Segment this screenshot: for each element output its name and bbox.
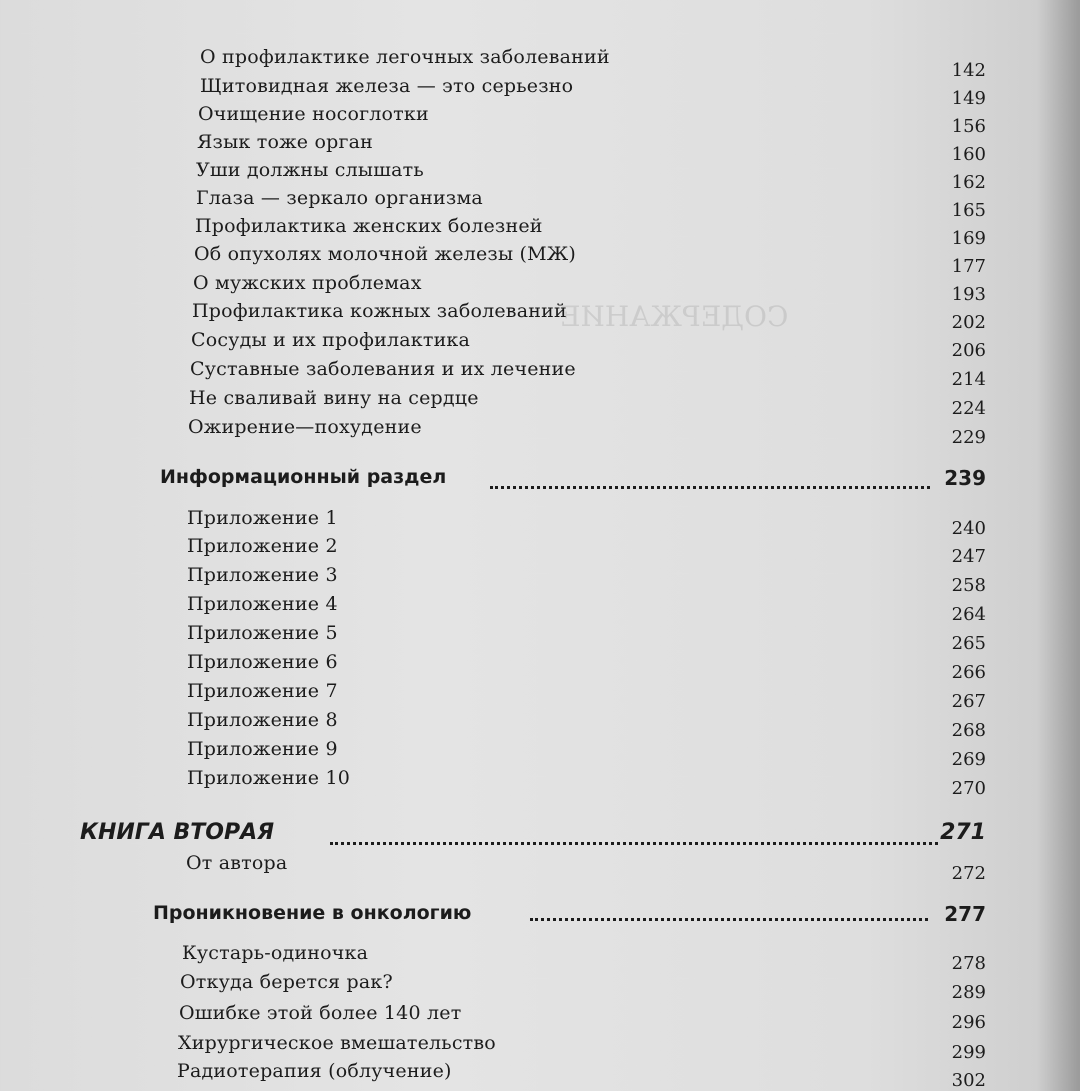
toc-entry bbox=[0, 738, 1080, 768]
toc-entry-page: 224 bbox=[951, 398, 986, 419]
toc-entry bbox=[0, 622, 1080, 652]
toc-entry-page: 162 bbox=[951, 172, 986, 193]
toc-entry-page: 270 bbox=[951, 778, 986, 799]
toc-entry bbox=[0, 243, 1080, 277]
toc-entry-page: 206 bbox=[951, 340, 986, 361]
toc-entry-page: 142 bbox=[951, 60, 986, 81]
bleed-through-text: СОДЕРЖАНИЕ bbox=[560, 300, 789, 333]
toc-entry-title: Ожирение—похудение bbox=[188, 416, 422, 438]
toc-entry bbox=[0, 535, 1080, 565]
toc-entry-page: 296 bbox=[951, 1012, 986, 1033]
toc-entry-page: 266 bbox=[951, 662, 986, 683]
toc-entry bbox=[0, 507, 1080, 537]
section-title: Проникновение в онкологию bbox=[153, 902, 472, 924]
toc-entry bbox=[0, 709, 1080, 739]
toc-entry-title: Уши должны слышать bbox=[196, 159, 424, 181]
toc-entry bbox=[0, 46, 1080, 81]
toc-entry bbox=[0, 971, 1080, 1001]
toc-entry bbox=[0, 767, 1080, 797]
toc-entry-title: Суставные заболевания и их лечение bbox=[190, 358, 576, 380]
toc-entry-title: Хирургическое вмешательство bbox=[178, 1032, 496, 1054]
toc-entry bbox=[0, 416, 1080, 446]
toc-entry bbox=[0, 358, 1080, 388]
toc-entry bbox=[0, 187, 1080, 221]
toc-entry bbox=[0, 215, 1080, 249]
toc-entry-title: Откуда берется рак? bbox=[180, 971, 393, 993]
toc-entry bbox=[0, 651, 1080, 681]
toc-entry bbox=[0, 103, 1080, 137]
toc-entry-page: 265 bbox=[951, 633, 986, 654]
toc-entry bbox=[0, 593, 1080, 623]
toc-entry-page: 160 bbox=[951, 144, 986, 165]
toc-entry-title: Приложение 5 bbox=[187, 622, 338, 644]
toc-entry bbox=[0, 159, 1080, 193]
toc-entry bbox=[0, 387, 1080, 417]
toc-entry-page: 177 bbox=[951, 256, 986, 277]
toc-entry-title: О мужских проблемах bbox=[193, 272, 422, 294]
toc-entry-page: 149 bbox=[951, 88, 986, 109]
toc-entry bbox=[0, 300, 1080, 333]
toc-entry-title: Глаза — зеркало организма bbox=[196, 187, 483, 209]
toc-entry-title: Сосуды и их профилактика bbox=[191, 329, 471, 351]
toc-entry-title: О профилактике легочных заболеваний bbox=[200, 46, 610, 68]
toc-entry-page: 240 bbox=[951, 518, 986, 539]
toc-entry-title: Не сваливай вину на сердце bbox=[189, 387, 479, 409]
section-title: Информационный раздел bbox=[160, 466, 447, 488]
toc-entry-title: От автора bbox=[186, 852, 288, 874]
book-page: 271 bbox=[940, 820, 986, 845]
toc-entry-page: 267 bbox=[951, 691, 986, 712]
toc-entry bbox=[0, 1060, 1080, 1090]
section-page: 277 bbox=[944, 902, 986, 926]
toc-section-info bbox=[0, 466, 1080, 500]
toc-entry-title: Приложение 1 bbox=[187, 507, 338, 529]
toc-entry-page: 156 bbox=[951, 116, 986, 137]
toc-entry-title: Приложение 9 bbox=[187, 738, 338, 760]
toc-entry-title: Щитовидная железа — это серьезно bbox=[200, 75, 574, 97]
toc-entry-page: 247 bbox=[951, 546, 986, 567]
toc-entry bbox=[0, 852, 1080, 882]
toc-entry-page: 165 bbox=[951, 200, 986, 221]
toc-entry-page: 302 bbox=[951, 1070, 986, 1091]
toc-entry-page: 229 bbox=[951, 427, 986, 448]
toc-entry-title: Язык тоже орган bbox=[197, 131, 374, 153]
toc-entry bbox=[0, 564, 1080, 594]
toc-entry-title: Очищение носоглотки bbox=[198, 103, 429, 125]
toc-entry-title: Приложение 6 bbox=[187, 651, 338, 673]
toc-entry bbox=[0, 329, 1080, 359]
toc-entry-title: Приложение 3 bbox=[187, 564, 338, 586]
toc-entry-page: 202 bbox=[951, 312, 986, 333]
toc-entry bbox=[0, 1032, 1080, 1062]
toc-entry-page: 278 bbox=[951, 953, 986, 974]
leader-dots bbox=[330, 842, 938, 845]
toc-entry-page: 169 bbox=[951, 228, 986, 249]
leader-dots bbox=[530, 916, 928, 921]
toc-entry bbox=[0, 1002, 1080, 1032]
toc-entry-page: 214 bbox=[951, 369, 986, 390]
toc-entry-page: 269 bbox=[951, 749, 986, 770]
toc-entry-title: Приложение 8 bbox=[187, 709, 338, 731]
toc-entry-title: Приложение 10 bbox=[187, 767, 351, 789]
toc-entry bbox=[0, 75, 1080, 109]
toc-entry-title: Об опухолях молочной железы (МЖ) bbox=[194, 243, 576, 265]
book-title: КНИГА ВТОРАЯ bbox=[80, 820, 275, 845]
toc-entry-title: Приложение 7 bbox=[187, 680, 338, 702]
toc-entry-title: Приложение 4 bbox=[187, 593, 338, 615]
toc-section-oncology bbox=[0, 902, 1080, 936]
toc-entry bbox=[0, 942, 1080, 972]
toc-entry-title: Ошибке этой более 140 лет bbox=[179, 1002, 462, 1024]
toc-entry bbox=[0, 131, 1080, 165]
toc-entry-page: 289 bbox=[951, 982, 986, 1003]
toc-entry bbox=[0, 680, 1080, 710]
toc-entry bbox=[0, 272, 1080, 305]
toc-entry-title: Приложение 2 bbox=[187, 535, 338, 557]
leader-dots bbox=[490, 484, 930, 489]
toc-book-two bbox=[0, 820, 1080, 856]
toc-entry-page: 299 bbox=[951, 1042, 986, 1063]
section-page: 239 bbox=[944, 466, 986, 490]
toc-entry-page: 268 bbox=[951, 720, 986, 741]
toc-entry-page: 193 bbox=[951, 284, 986, 305]
toc-entry-page: 264 bbox=[951, 604, 986, 625]
toc-entry-title: Профилактика женских болезней bbox=[195, 215, 543, 237]
toc-entry-title: Радиотерапия (облучение) bbox=[177, 1060, 452, 1082]
toc-entry-title: Профилактика кожных заболеваний bbox=[192, 300, 567, 322]
toc-entry-page: 272 bbox=[951, 863, 986, 884]
toc-entry-title: Кустарь-одиночка bbox=[182, 942, 369, 964]
toc-entry-page: 258 bbox=[951, 575, 986, 596]
